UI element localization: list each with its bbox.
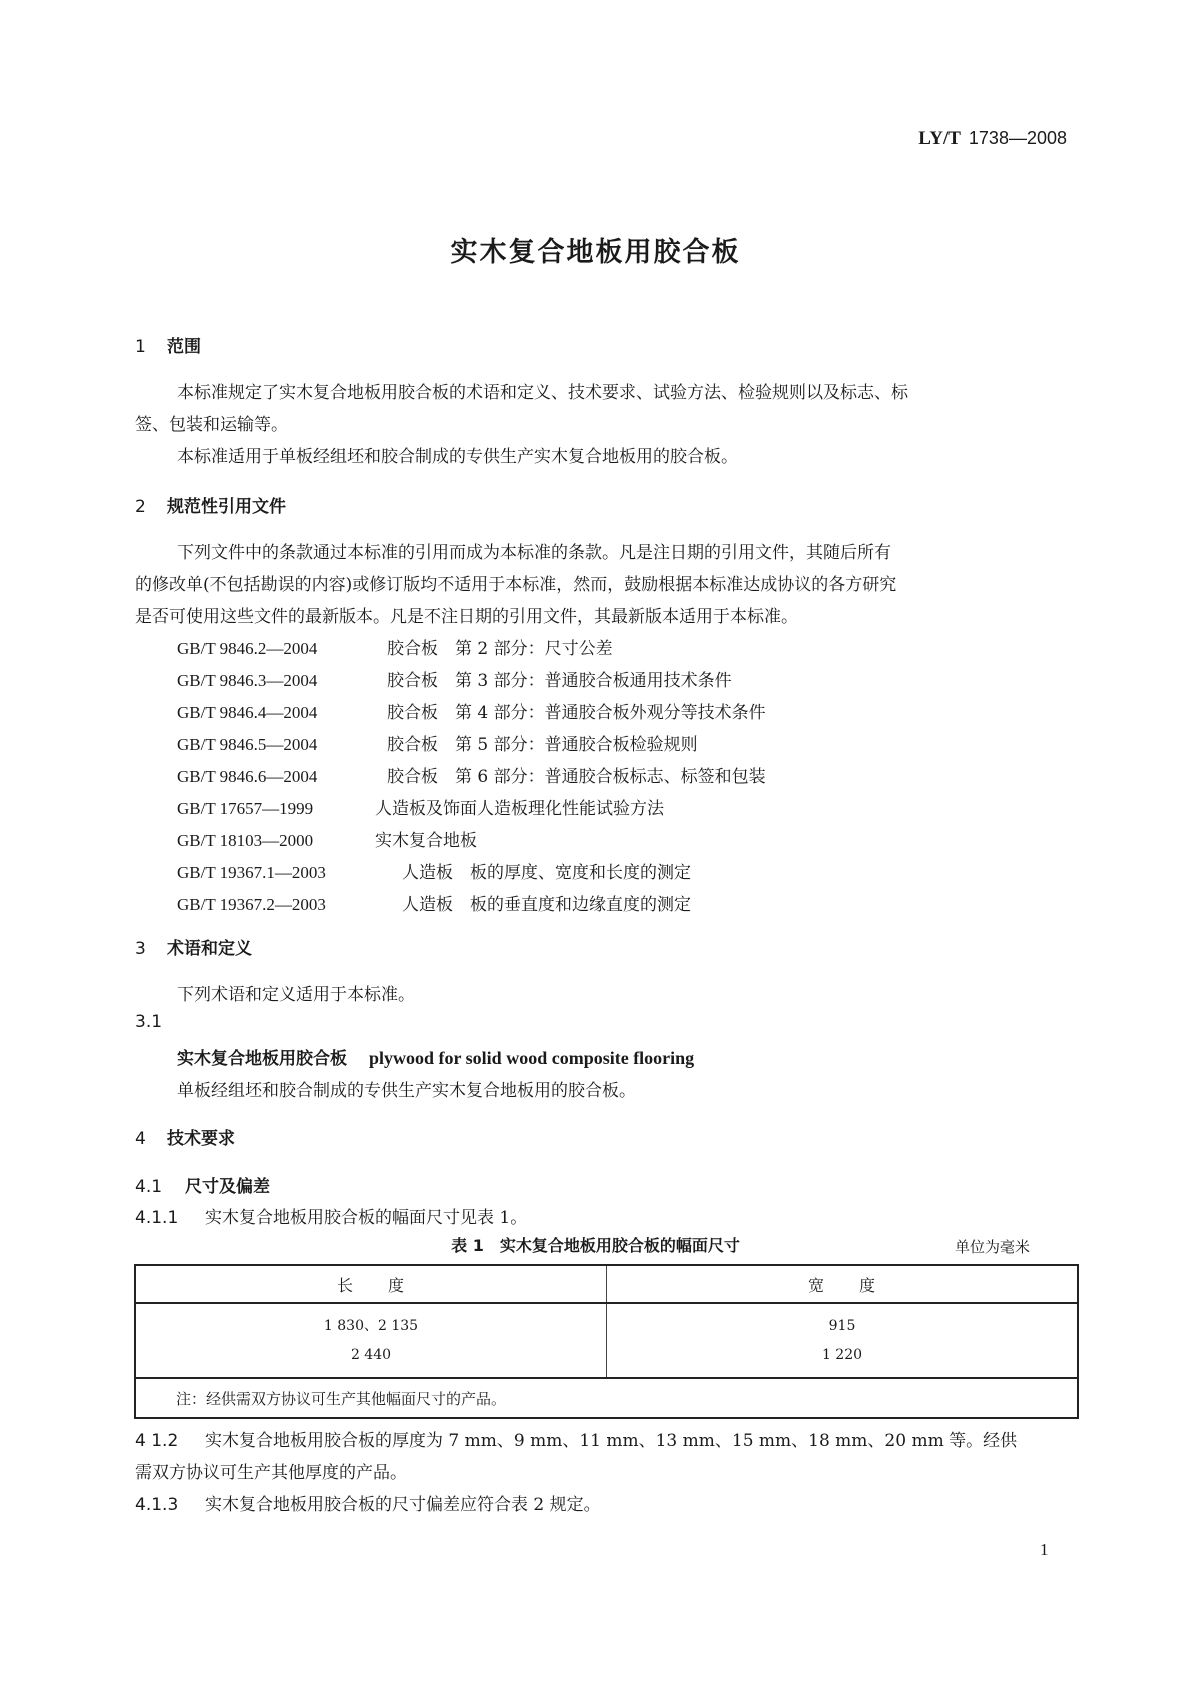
term-entry [177, 1044, 694, 1069]
length-values [135, 1303, 607, 1378]
reference-code: GB/T 9846.5—2004 [177, 735, 318, 754]
reference-item [177, 794, 664, 819]
reference-code: GB/T 19367.2—2003 [177, 895, 326, 914]
section-title: 规范性引用文件 [167, 497, 286, 517]
reference-code: GB/T 9846.6—2004 [177, 767, 318, 786]
column-header-length: 长 度 [135, 1265, 607, 1303]
clause-number: 4.1.1 [135, 1208, 179, 1228]
reference-item [177, 826, 477, 851]
reference-item [177, 858, 691, 883]
section-title: 范围 [167, 337, 201, 357]
table-note-row [135, 1378, 1078, 1418]
clause-text: 实木复合地板用胶合板的厚度为 7 mm、9 mm、11 mm、13 mm、15 mm、18 mm、20 mm 等。经供 [205, 1431, 1018, 1451]
subsection-number: 4.1 [135, 1177, 163, 1197]
paragraph: 是否可使用这些文件的最新版本。凡是不注日期的引用文件，其最新版本适用于本标准。 [135, 607, 798, 627]
reference-item [177, 890, 691, 915]
reference-title: 胶合板 第 2 部分：尺寸公差 [387, 639, 613, 659]
section-heading-technical-requirements [135, 1124, 235, 1149]
section-heading-terms-definitions [135, 934, 252, 959]
table-cell: 2 440 [350, 1347, 392, 1363]
section-number: 2 [135, 497, 146, 517]
table-cell: 1 830、2 135 [323, 1318, 419, 1334]
clause-4-1-3 [135, 1490, 601, 1515]
reference-title: 人造板及饰面人造板理化性能试验方法 [375, 799, 664, 819]
paragraph: 签、包装和运输等。 [135, 415, 288, 435]
reference-code: GB/T 17657—1999 [177, 799, 314, 818]
reference-item [177, 730, 698, 755]
subsection-title: 尺寸及偏差 [185, 1177, 270, 1197]
reference-item [177, 762, 766, 787]
paragraph: 的修改单(不包括勘误的内容)或修订版均不适用于本标准，然而，鼓励根据本标准达成协议的各方研究 [135, 575, 897, 595]
clause-continuation: 需双方协议可生产其他厚度的产品。 [135, 1463, 407, 1483]
clause-text: 实木复合地板用胶合板的幅面尺寸见表 1。 [205, 1208, 528, 1228]
term-definition: 单板经组坯和胶合制成的专供生产实木复合地板用的胶合板。 [177, 1081, 636, 1101]
section-number: 3 [135, 939, 146, 959]
section-title: 术语和定义 [167, 939, 252, 959]
reference-item [177, 666, 732, 691]
paragraph: 下列术语和定义适用于本标准。 [177, 985, 415, 1005]
reference-title: 胶合板 第 5 部分：普通胶合板检验规则 [387, 735, 698, 755]
reference-title: 胶合板 第 3 部分：普通胶合板通用技术条件 [387, 671, 732, 691]
table-caption: 表 1 实木复合地板用胶合板的幅面尺寸 [451, 1236, 740, 1255]
reference-title: 胶合板 第 6 部分：普通胶合板标志、标签和包装 [387, 767, 766, 787]
standard-prefix: LY/T [918, 128, 961, 149]
term-english: plywood for solid wood composite flooring [369, 1048, 695, 1068]
clause-number: 4 1.2 [135, 1431, 179, 1451]
reference-code: GB/T 9846.2—2004 [177, 639, 318, 658]
width-values [607, 1303, 1079, 1378]
clause-text: 实木复合地板用胶合板的尺寸偏差应符合表 2 规定。 [205, 1495, 601, 1515]
page-number: 1 [1040, 1540, 1049, 1559]
table-header-row [135, 1265, 1078, 1303]
reference-code: GB/T 9846.3—2004 [177, 671, 318, 690]
section-heading-normative-references [135, 492, 286, 517]
reference-code: GB/T 9846.4—2004 [177, 703, 318, 722]
clause-4-1-2 [135, 1426, 1017, 1451]
clause-number: 4.1.3 [135, 1495, 179, 1515]
term-chinese: 实木复合地板用胶合板 [177, 1049, 347, 1069]
clause-4-1-1 [135, 1203, 527, 1228]
standard-code [918, 128, 1067, 150]
paragraph: 本标准适用于单板经组坯和胶合制成的专供生产实木复合地板用的胶合板。 [177, 447, 738, 467]
table-row [135, 1303, 1078, 1378]
reference-title: 实木复合地板 [375, 831, 477, 851]
table-cell: 1 220 [821, 1347, 863, 1363]
table-unit-note: 单位为毫米 [955, 1238, 1031, 1256]
dimensions-table [134, 1264, 1079, 1419]
paragraph: 下列文件中的条款通过本标准的引用而成为本标准的条款。凡是注日期的引用文件，其随后所有 [177, 543, 891, 563]
reference-code: GB/T 19367.1—2003 [177, 863, 326, 882]
reference-title: 人造板 板的厚度、宽度和长度的测定 [402, 863, 691, 883]
reference-title: 人造板 板的垂直度和边缘直度的测定 [402, 895, 691, 915]
section-number: 1 [135, 337, 146, 357]
reference-item [177, 698, 766, 723]
subsection-heading-dimensions [135, 1172, 270, 1197]
paragraph: 本标准规定了实木复合地板用胶合板的术语和定义、技术要求、试验方法、检验规则以及标志、标 [177, 383, 908, 403]
section-number: 4 [135, 1129, 146, 1149]
section-heading-scope [135, 332, 201, 357]
document-title: 实木复合地板用胶合板 [450, 237, 741, 268]
reference-title: 胶合板 第 4 部分：普通胶合板外观分等技术条件 [387, 703, 766, 723]
standard-number: 1738—2008 [968, 128, 1067, 148]
section-title: 技术要求 [167, 1129, 235, 1149]
table-cell: 915 [828, 1318, 856, 1334]
term-number: 3.1 [135, 1012, 163, 1032]
reference-code: GB/T 18103—2000 [177, 831, 314, 850]
reference-item [177, 634, 613, 659]
table-note: 注：经供需双方协议可生产其他幅面尺寸的产品。 [135, 1378, 1078, 1418]
column-header-width: 宽 度 [607, 1265, 1079, 1303]
